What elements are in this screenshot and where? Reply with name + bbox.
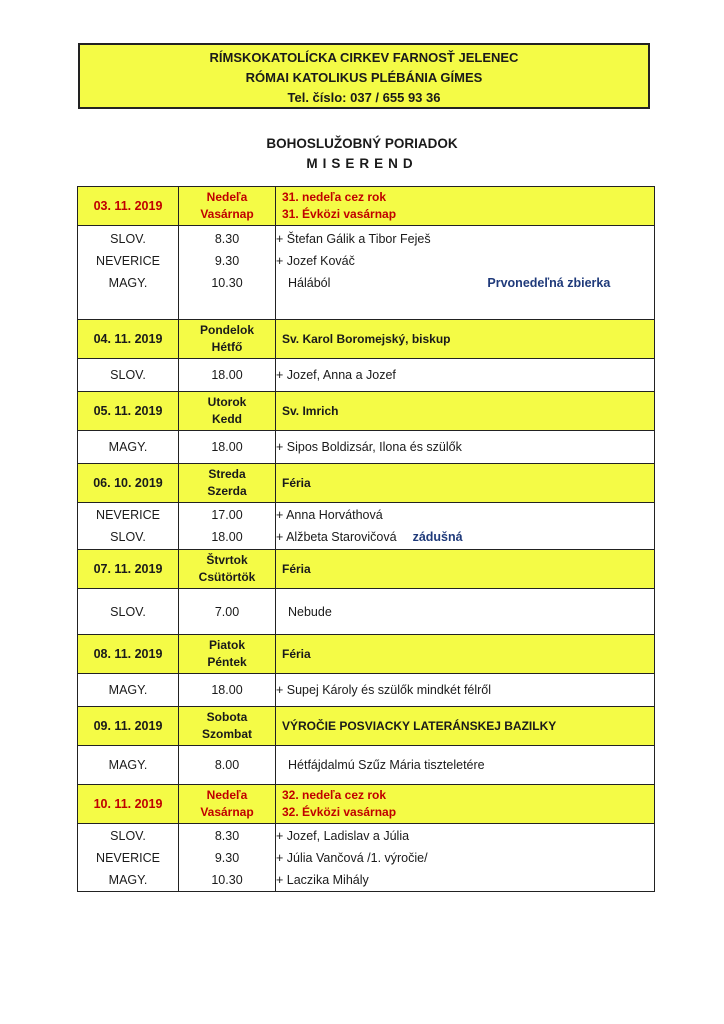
day-name-hu: Péntek xyxy=(207,655,247,669)
parish-header xyxy=(78,43,650,109)
mass-intent xyxy=(276,589,655,635)
mass-time xyxy=(179,431,276,464)
day-date: 08. 11. 2019 xyxy=(78,635,179,674)
mass-row xyxy=(78,503,655,550)
time-2: 9.30 xyxy=(214,850,240,865)
intent-1: + Supej Károly és szülők mindkét félről xyxy=(276,683,492,697)
day-date: 05. 11. 2019 xyxy=(78,392,179,431)
parish-name-sk: RÍMSKOKATOLÍCKA CIRKEV FARNOSŤ JELENEC xyxy=(209,50,519,65)
feast-sk: Sv. Karol Boromejský, biskup xyxy=(282,331,451,346)
mass-time xyxy=(179,226,276,320)
schedule-title xyxy=(0,134,724,174)
day-header-row xyxy=(78,392,655,431)
intent-text: Hálából xyxy=(288,276,331,290)
parish-name-hu: RÓMAI KATOLIKUS PLÉBÁNIA GÍMES xyxy=(245,70,483,85)
intent-2: + Júlia Vančová /1. výročie/ xyxy=(276,850,428,865)
day-name xyxy=(179,635,276,674)
day-name xyxy=(179,707,276,746)
intent-2 xyxy=(276,526,654,548)
day-header-row xyxy=(78,635,655,674)
day-name-sk: Nedeľa xyxy=(206,788,248,802)
mass-time xyxy=(179,589,276,635)
lang-1: NEVERICE xyxy=(96,508,160,522)
day-date: 06. 10. 2019 xyxy=(78,464,179,503)
mass-row xyxy=(78,359,655,392)
mass-intent xyxy=(276,503,655,550)
mass-time xyxy=(179,503,276,550)
day-name-hu: Csütörtök xyxy=(198,570,256,584)
mass-lang xyxy=(78,589,179,635)
time-1: 8.30 xyxy=(214,232,240,246)
day-header-row xyxy=(78,187,655,226)
mass-lang xyxy=(78,226,179,320)
feast xyxy=(276,320,655,359)
day-date: 07. 11. 2019 xyxy=(78,550,179,589)
intent-1 xyxy=(276,601,654,623)
day-name-sk: Nedeľa xyxy=(206,190,248,204)
lang-1: SLOV. xyxy=(110,232,146,246)
intent-1: + Štefan Gálik a Tibor Feješ xyxy=(276,232,431,246)
lang-1: MAGY. xyxy=(108,758,148,772)
day-header-row xyxy=(78,707,655,746)
feast xyxy=(276,707,655,746)
feast-sk: Sv. Imrich xyxy=(282,403,339,418)
lang-1: MAGY. xyxy=(108,440,148,454)
requiem-note: zádušná xyxy=(412,530,463,544)
intent-text: + Alžbeta Starovičová xyxy=(276,530,397,544)
lang-3: MAGY. xyxy=(108,872,148,887)
feast xyxy=(276,464,655,503)
time-1: 8.30 xyxy=(214,828,240,843)
feast-sk: VÝROČIE POSVIACKY LATERÁNSKEJ BAZILKY xyxy=(282,718,557,733)
feast xyxy=(276,550,655,589)
intent-3 xyxy=(276,272,654,294)
time-1: 17.00 xyxy=(211,508,243,522)
day-date: 04. 11. 2019 xyxy=(78,320,179,359)
feast-hu: 31. Évközi vasárnap xyxy=(282,207,397,221)
title-sub: MISEREND xyxy=(306,156,418,171)
time-2: 18.00 xyxy=(211,530,243,544)
day-header-row xyxy=(78,464,655,503)
lang-1: MAGY. xyxy=(108,683,148,697)
intent-2: + Jozef Kováč xyxy=(276,254,355,268)
feast-sk: 32. nedeľa cez rok xyxy=(282,788,387,802)
mass-lang xyxy=(78,746,179,785)
mass-row xyxy=(78,589,655,635)
time-1: 18.00 xyxy=(211,683,243,697)
feast-sk: Féria xyxy=(282,646,311,661)
day-name xyxy=(179,785,276,824)
day-date: 10. 11. 2019 xyxy=(78,785,179,824)
mass-intent xyxy=(276,674,655,707)
feast xyxy=(276,392,655,431)
intent-1: + Jozef, Anna a Jozef xyxy=(276,368,396,382)
mass-lang xyxy=(78,431,179,464)
lang-1: SLOV. xyxy=(110,368,146,382)
day-date: 03. 11. 2019 xyxy=(78,187,179,226)
day-name-hu: Vasárnap xyxy=(200,207,254,221)
feast xyxy=(276,187,655,226)
title-main: BOHOSLUŽOBNÝ PORIADOK xyxy=(266,136,458,151)
mass-time xyxy=(179,359,276,392)
time-2: 9.30 xyxy=(214,254,240,268)
time-1: 18.00 xyxy=(211,440,243,454)
day-name xyxy=(179,392,276,431)
day-name-sk: Pondelok xyxy=(199,323,254,337)
day-name xyxy=(179,320,276,359)
day-name-sk: Streda xyxy=(208,467,246,481)
mass-intent xyxy=(276,746,655,785)
day-name xyxy=(179,550,276,589)
intent-text: Hétfájdalmú Szűz Mária tiszteletére xyxy=(288,758,485,772)
day-name-sk: Sobota xyxy=(206,710,248,724)
day-name-sk: Piatok xyxy=(208,638,245,652)
mass-lang xyxy=(78,503,179,550)
parish-phone: Tel. číslo: 037 / 655 93 36 xyxy=(287,90,441,105)
mass-intent xyxy=(276,824,655,892)
time-3: 10.30 xyxy=(211,872,243,887)
day-name-sk: Utorok xyxy=(207,395,247,409)
mass-intent xyxy=(276,226,655,320)
intent-1: + Anna Horváthová xyxy=(276,508,383,522)
feast-hu: 32. Évközi vasárnap xyxy=(282,805,397,819)
mass-time xyxy=(179,824,276,892)
mass-row xyxy=(78,824,655,892)
mass-row xyxy=(78,226,655,320)
feast xyxy=(276,635,655,674)
lang-2: NEVERICE xyxy=(96,254,160,268)
lang-1: SLOV. xyxy=(110,604,146,619)
mass-lang xyxy=(78,674,179,707)
day-header-row xyxy=(78,320,655,359)
day-header-row xyxy=(78,785,655,824)
mass-row xyxy=(78,746,655,785)
mass-time xyxy=(179,746,276,785)
day-name xyxy=(179,464,276,503)
feast xyxy=(276,785,655,824)
day-name-hu: Vasárnap xyxy=(200,805,254,819)
lang-1: SLOV. xyxy=(110,828,146,843)
day-name-sk: Štvrtok xyxy=(206,553,248,567)
time-1: 18.00 xyxy=(211,368,243,382)
lang-2: SLOV. xyxy=(110,530,146,544)
intent-1: + Jozef, Ladislav a Júlia xyxy=(276,828,410,843)
feast-sk: Féria xyxy=(282,561,311,576)
day-name-hu: Kedd xyxy=(212,412,242,426)
mass-lang xyxy=(78,824,179,892)
time-1: 7.00 xyxy=(214,604,240,619)
feast-sk: 31. nedeľa cez rok xyxy=(282,190,387,204)
lang-2: NEVERICE xyxy=(96,850,160,865)
mass-row xyxy=(78,431,655,464)
day-name-hu: Hétfő xyxy=(211,340,243,354)
day-header-row xyxy=(78,550,655,589)
day-name-hu: Szombat xyxy=(201,727,252,741)
feast-sk: Féria xyxy=(282,475,311,490)
mass-row xyxy=(78,674,655,707)
mass-time xyxy=(179,674,276,707)
intent-1 xyxy=(276,754,654,776)
day-date: 09. 11. 2019 xyxy=(78,707,179,746)
mass-intent xyxy=(276,359,655,392)
intent-3: + Laczika Mihály xyxy=(276,872,369,887)
time-1: 8.00 xyxy=(214,758,240,772)
collection-note: Prvonedeľná zbierka xyxy=(487,276,611,290)
lang-3: MAGY. xyxy=(108,276,148,290)
mass-schedule-table xyxy=(77,186,655,892)
day-name-hu: Szerda xyxy=(207,484,247,498)
time-3: 10.30 xyxy=(211,276,243,290)
mass-intent xyxy=(276,431,655,464)
day-name xyxy=(179,187,276,226)
mass-lang xyxy=(78,359,179,392)
intent-text: Nebude xyxy=(288,604,332,619)
intent-1: + Sipos Boldizsár, Ilona és szülők xyxy=(276,440,462,454)
